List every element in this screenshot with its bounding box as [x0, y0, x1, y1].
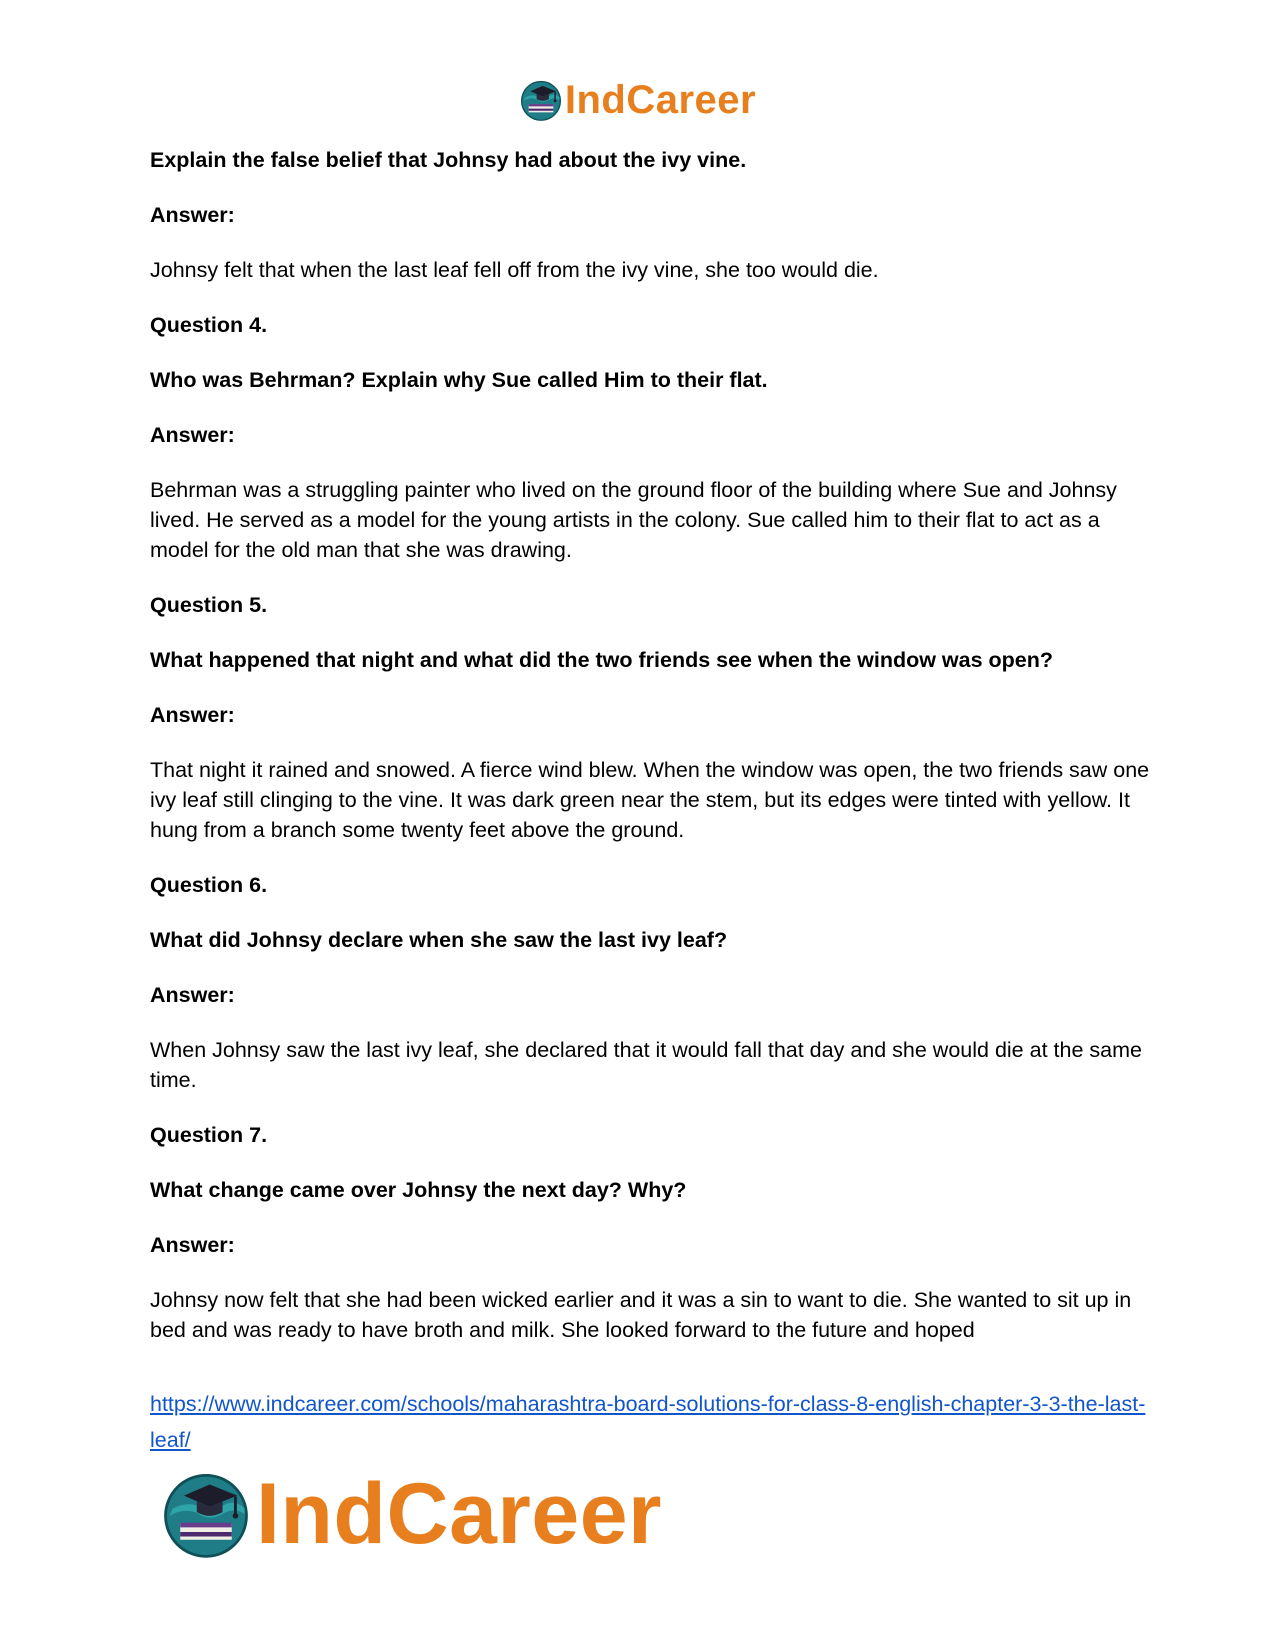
q6-question-text: What did Johnsy declare when she saw the last ivy leaf? — [150, 928, 728, 952]
footer-logo — [160, 1468, 662, 1560]
q4-answer-text: Behrman was a struggling painter who lived on the ground floor of the building where Sue and Johnsy lived. He served as a model for the young artists in the colony. Sue called him to their flat to act as a model for the old man that she was drawing. — [150, 478, 1117, 562]
q3-answer-label: Answer: — [150, 203, 235, 227]
q6-answer-label: Answer: — [150, 983, 235, 1007]
q5-label: Question 5. — [150, 593, 268, 617]
header-logo — [0, 78, 1275, 122]
q5-question-text: What happened that night and what did the two friends see when the window was open? — [150, 648, 1054, 672]
q7-label: Question 7. — [150, 1123, 268, 1147]
q3-answer-text: Johnsy felt that when the last leaf fell off from the ivy vine, she too would die. — [150, 258, 879, 282]
q5-answer-label: Answer: — [150, 703, 235, 727]
q6-answer-text: When Johnsy saw the last ivy leaf, she declared that it would fall that day and she would die at the same time. — [150, 1038, 1142, 1092]
logo-wordmark: IndCareer — [256, 1466, 662, 1562]
graduation-cap-globe-icon — [519, 78, 563, 122]
graduation-cap-globe-icon — [160, 1468, 252, 1560]
source-link-block — [150, 1386, 1150, 1458]
q3-question-text: Explain the false belief that Johnsy had about the ivy vine. — [150, 148, 747, 172]
q4-answer-label: Answer: — [150, 423, 235, 447]
q7-question-text: What change came over Johnsy the next day? Why? — [150, 1178, 687, 1202]
q4-label: Question 4. — [150, 313, 268, 337]
qa-content — [150, 145, 1150, 1345]
q6-label: Question 6. — [150, 873, 268, 897]
logo — [160, 1468, 662, 1560]
q7-answer-label: Answer: — [150, 1233, 235, 1257]
q5-answer-text: That night it rained and snowed. A fierce wind blew. When the window was open, the two friends saw one ivy leaf still clinging to the vine. It was dark green near the stem, but its edges were tinted with yellow. It hung from a branch some twenty feet above the ground. — [150, 758, 1150, 842]
logo — [519, 78, 756, 122]
source-link[interactable]: https://www.indcareer.com/schools/maharashtra-board-solutions-for-class-8-english-chapter-3-3-the-last-leaf/ — [150, 1392, 1146, 1452]
q7-answer-text: Johnsy now felt that she had been wicked earlier and it was a sin to want to die. She wanted to sit up in bed and was ready to have broth and milk. She looked forward to the future and hoped — [150, 1288, 1132, 1342]
logo-wordmark: IndCareer — [564, 78, 757, 122]
q4-question-text: Who was Behrman? Explain why Sue called Him to their flat. — [150, 368, 768, 392]
